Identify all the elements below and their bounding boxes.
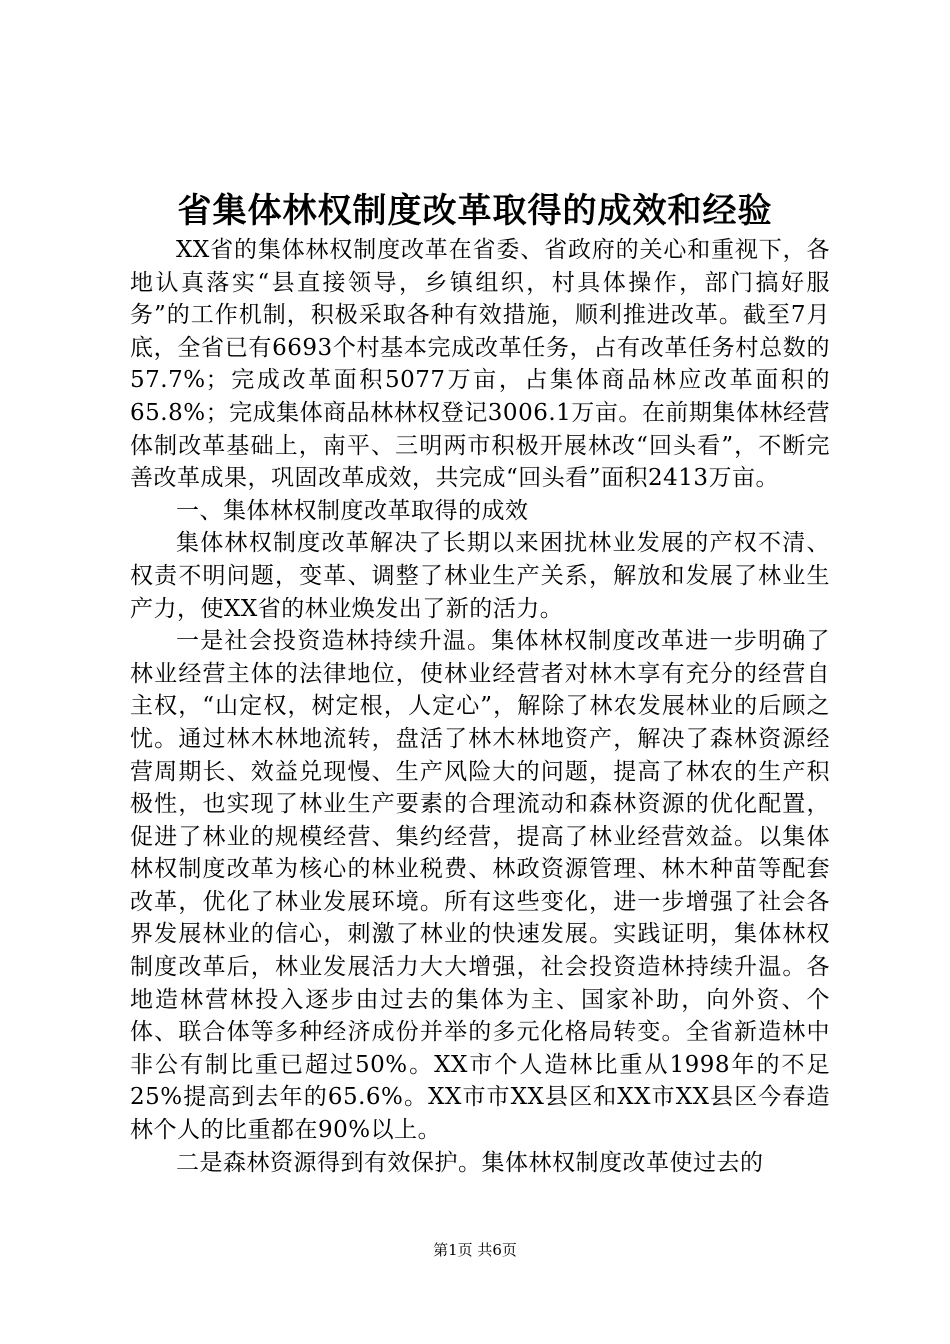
section-heading-1: 一、集体林权制度改革取得的成效 xyxy=(176,497,529,524)
paragraph-point-1: 一是社会投资造林持续升温。集体林权制度改革进一步明确了林业经营主体的法律地位，使林业经营者对林木享有充分的经营自主权，“山定权，树定根，人定心”，解除了林农发展林业的后顾之忧。通过林木林地流转，盘活了林木林地资产，解决了森林资源经营周期长、效益兑现慢、生产风险大的问题，提高了林农的生产积极性，也实现了林业生产要素的合理流动和森林资源的优化配置，促进了林业的规模经营、集约经营，提高了林业经营效益。以集体林权制度改革为核心的林业税费、林政资源管理、林木种苗等配套改革，优化了林业发展环境。所有这些变化，进一步增强了社会各界发展林业的信心，刺激了林业的快速发展。实践证明，集体林权制度改革后，林业发展活力大大增强，社会投资造林持续升温。各地造林营林投入逐步由过去的集体为主、国家补助，向外资、个体、联合体等多种经济成份并举的多元化格局转变。全省新造林中非公有制比重已超过50%。XX市个人造林比重从1998年的不足25%提高到去年的65.6%。XX市市XX县区和XX市XX县区今春造林个人的比重都在90%以上。 xyxy=(130,628,830,1144)
document-body xyxy=(130,234,830,1179)
paragraph-intro: XX省的集体林权制度改革在省委、省政府的关心和重视下，各地认真落实“县直接领导，乡镇组织，村具体操作，部门搞好服务”的工作机制，积极采取各种有效措施，顺利推进改革。截至7月底，全省已有6693个村基本完成改革任务，占有改革任务村总数的57.7%；完成改革面积5077万亩，占集体商品林应改革面积的65.8%；完成集体商品林林权登记3006.1万亩。在前期集体林经营体制改革基础上，南平、三明两市积极开展林改“回头看”，不断完善改革成果，巩固改革成效，共完成“回头看”面积2413万亩。 xyxy=(130,237,830,492)
paragraph-section-1-summary: 集体林权制度改革解决了长期以来困扰林业发展的产权不清、权责不明问题，变革、调整了林业生产关系，解放和发展了林业生产力，使XX省的林业焕发出了新的活力。 xyxy=(130,530,830,622)
document-title: 省集体林权制度改革取得的成效和经验 xyxy=(177,191,773,231)
page-footer: 第1页 共6页 xyxy=(433,1241,517,1259)
paragraph-point-2: 二是森林资源得到有效保护。集体林权制度改革使过去的 xyxy=(176,1149,764,1176)
